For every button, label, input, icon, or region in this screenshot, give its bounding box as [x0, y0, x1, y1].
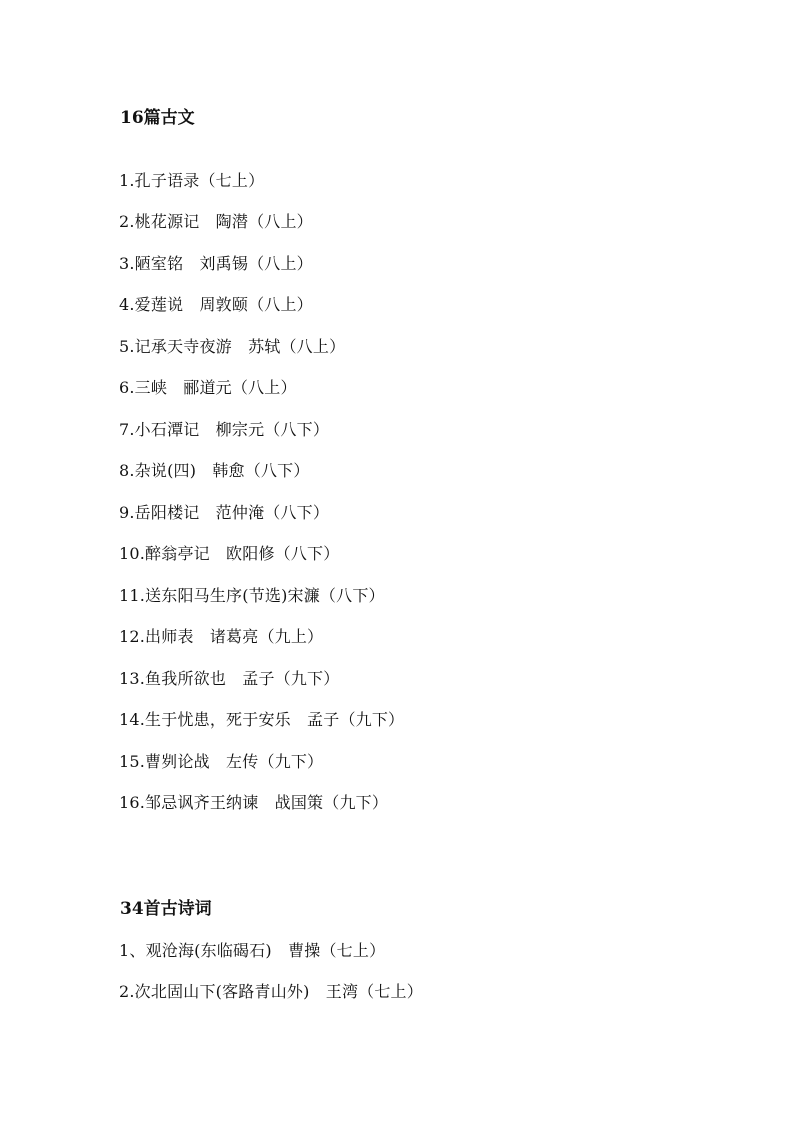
- list-item: 8.杂说(四) 韩愈（八下）: [119, 461, 310, 480]
- section-heading-prose: 16篇古文: [120, 108, 195, 128]
- list-item: 7.小石潭记 柳宗元（八下）: [119, 420, 330, 439]
- list-item: 14.生于忧患，死于安乐 孟子（九下）: [119, 710, 405, 729]
- list-item: 2.次北固山下(客路青山外) 王湾（七上）: [119, 982, 423, 1001]
- list-item: 3.陋室铭 刘禹锡（八上）: [119, 254, 313, 273]
- list-item: 6.三峡 郦道元（八上）: [119, 378, 297, 397]
- list-item: 12.出师表 诸葛亮（九上）: [119, 627, 324, 646]
- list-item: 9.岳阳楼记 范仲淹（八下）: [119, 503, 330, 522]
- list-item: 1.孔子语录（七上）: [119, 171, 265, 190]
- list-item: 4.爱莲说 周敦颐（八上）: [119, 295, 313, 314]
- list-item: 10.醉翁亭记 欧阳修（八下）: [119, 544, 340, 563]
- list-item: 1、观沧海(东临碣石) 曹操（七上）: [119, 941, 386, 960]
- list-item: 11.送东阳马生序(节选)宋濂（八下）: [119, 586, 385, 605]
- list-item: 2.桃花源记 陶潜（八上）: [119, 212, 313, 231]
- list-item: 16.邹忌讽齐王纳谏 战国策（九下）: [119, 793, 389, 812]
- list-item: 5.记承天寺夜游 苏轼（八上）: [119, 337, 346, 356]
- list-item: 15.曹刿论战 左传（九下）: [119, 752, 324, 771]
- section-heading-poems: 34首古诗词: [120, 899, 212, 919]
- list-item: 13.鱼我所欲也 孟子（九下）: [119, 669, 340, 688]
